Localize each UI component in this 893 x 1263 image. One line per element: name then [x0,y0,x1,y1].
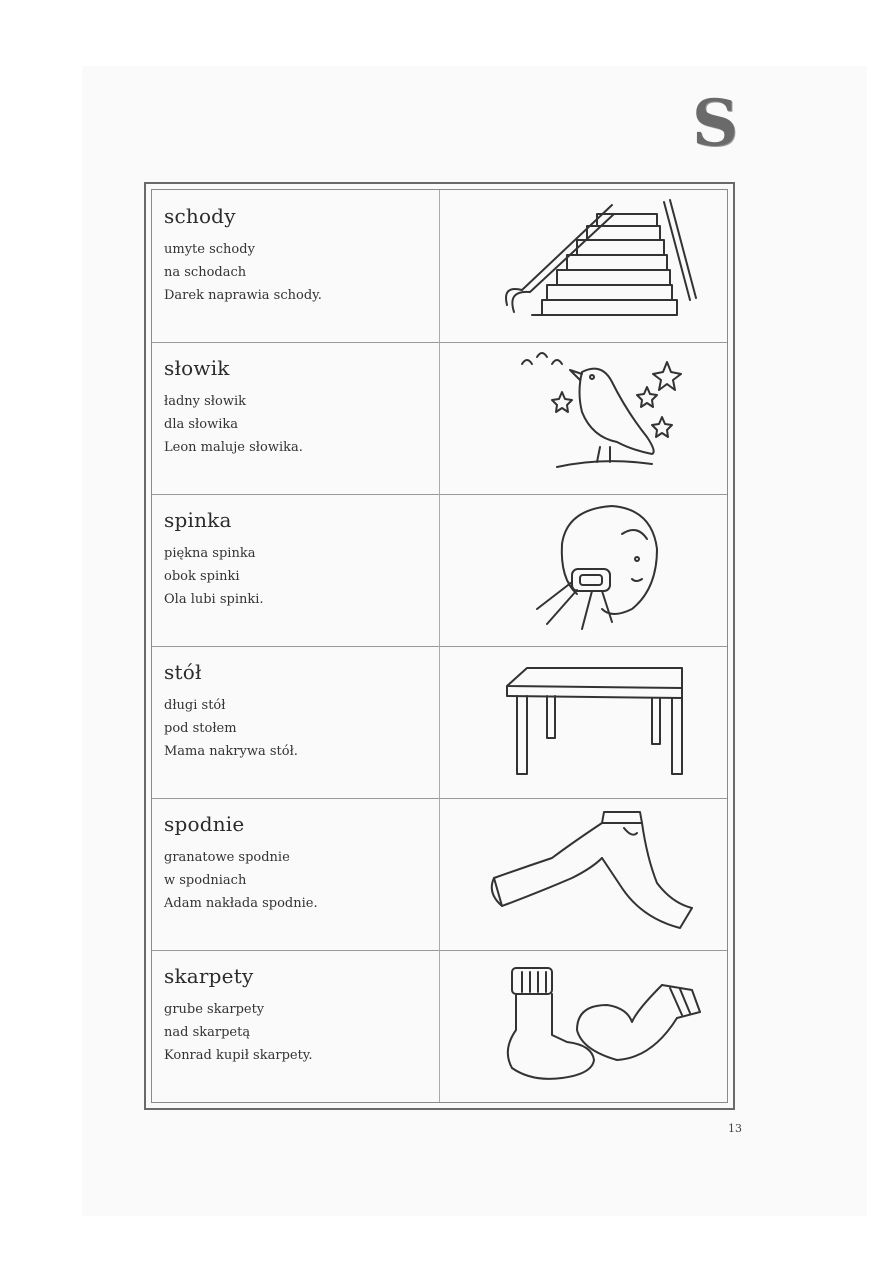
phrase-line: w spodniach [164,873,247,888]
entry-phrases [164,542,264,611]
column-divider [439,190,440,342]
entry-phrases [164,694,298,763]
word-table-inner [151,189,728,1103]
phrase-line: nad skarpetą [164,1025,251,1040]
column-divider [439,798,440,950]
phrase-line: piękna spinka [164,546,256,561]
entry-word: spodnie [164,812,245,836]
nightingale-icon [452,342,728,494]
phrase-line: umyte schody [164,242,255,257]
column-divider [439,342,440,494]
entry-phrases [164,238,322,307]
entry-word: słowik [164,356,230,380]
table-row [152,950,727,1102]
entry-phrases [164,846,318,915]
phrase-line: pod stołem [164,721,237,736]
phrase-line: na schodach [164,265,247,280]
table-row [152,646,727,799]
hairclip-icon [452,494,728,646]
column-divider [439,494,440,646]
entry-phrases [164,998,313,1067]
entry-word: spinka [164,508,232,532]
phrase-line: Konrad kupił skarpety. [164,1048,313,1063]
entry-word: skarpety [164,964,254,988]
column-divider [439,646,440,798]
phrase-line: dla słowika [164,417,238,432]
phrase-line: Adam nakłada spodnie. [164,896,318,911]
phrase-line: Mama nakrywa stół. [164,744,298,759]
column-divider [439,950,440,1102]
socks-icon [452,950,728,1102]
stairs-icon [452,190,728,342]
word-table [144,182,735,1110]
table-icon [452,646,728,798]
trousers-icon [452,798,728,950]
phrase-line: obok spinki [164,569,240,584]
entry-phrases [164,390,303,459]
phrase-line: grube skarpety [164,1002,265,1017]
phrase-line: ładny słowik [164,394,247,409]
table-row [152,190,727,343]
phrase-line: Darek naprawia schody. [164,288,322,303]
section-letter: S [692,86,739,161]
phrase-line: granatowe spodnie [164,850,290,865]
entry-word: schody [164,204,236,228]
page-number: 13 [728,1122,742,1135]
entry-word: stół [164,660,202,684]
table-row [152,342,727,495]
phrase-line: Leon maluje słowika. [164,440,303,455]
phrase-line: długi stół [164,698,226,713]
table-row [152,798,727,951]
phrase-line: Ola lubi spinki. [164,592,264,607]
table-row [152,494,727,647]
